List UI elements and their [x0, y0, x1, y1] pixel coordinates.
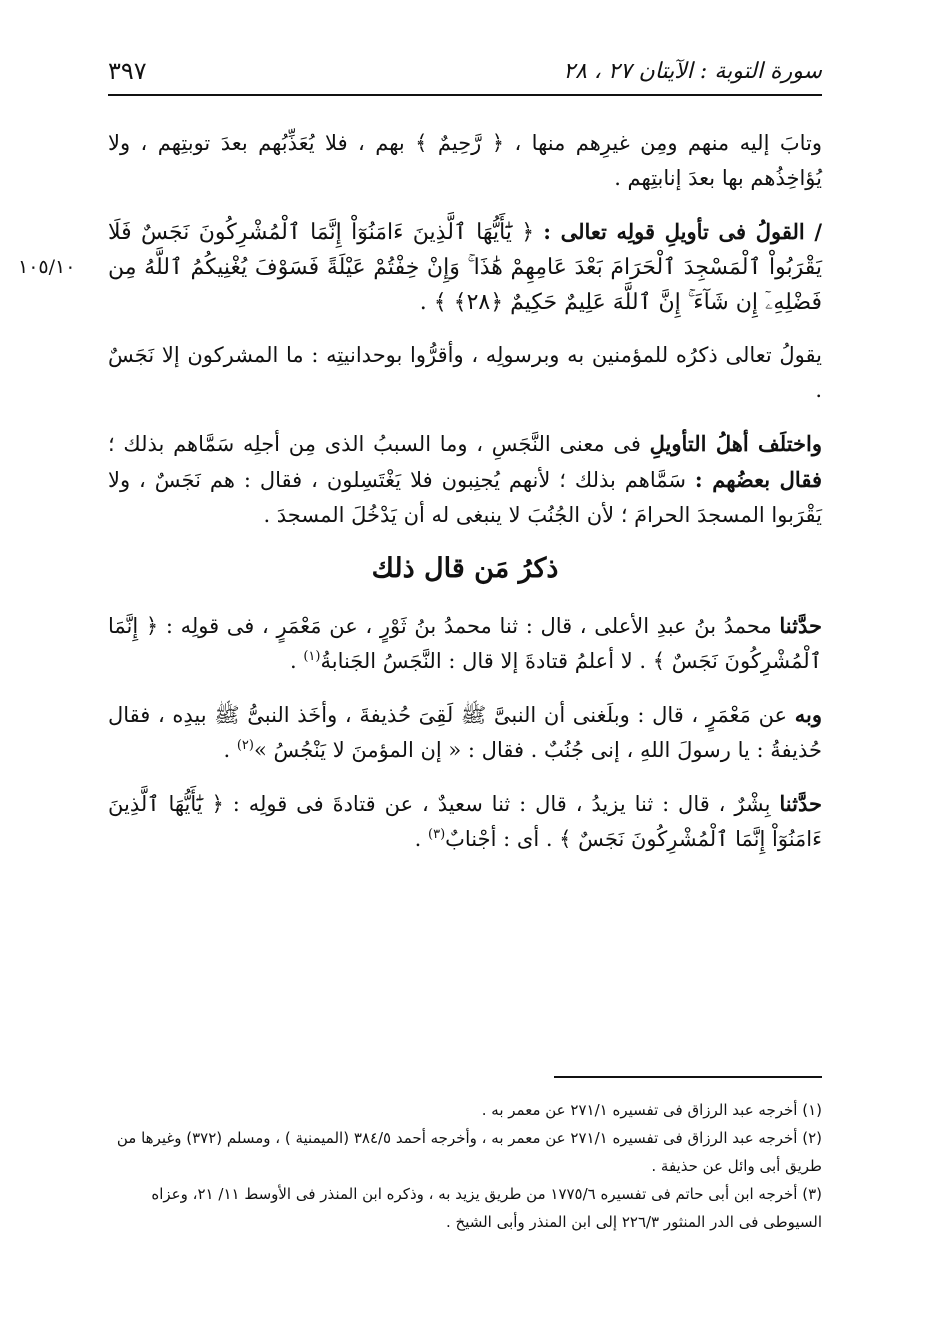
paragraph-text: عن مَعْمَرٍ ، قال : وبلَغنى أن النبىَّ ﷺ لَقِىَ حُذيفةَ ، وأخَذ النبىُّ ﷺ بيدِه ، فقال حُذيفةُ : يا رسولَ اللهِ ، إنى جُنُبٌ . فقال : « إن المؤمنَ لا يَنْجُسُ »	[108, 703, 822, 762]
paragraph-5: حدَّثنا محمدُ بنُ عبدِ الأعلى ، قال : ثنا محمدُ بنُ ثَوْرٍ ، عن مَعْمَرٍ ، فى قولِه : ﴿ إِنَّمَا ٱلْمُشْرِكُونَ نَجَسٌ ﴾ . لا أعلمُ قتادةَ إلا قال : النَّجَسُ الجَنابةُ$^{(١)}$ .	[108, 613, 822, 673]
paragraph-6: وبه عن مَعْمَرٍ ، قال : وبلَغنى أن النبىَّ ﷺ لَقِىَ حُذيفةَ ، وأخَذ النبىُّ ﷺ بيدِه ، فقال حُذيفةُ : يا رسولَ اللهِ ، إنى جُنُبٌ . فقال : « إن المؤمنَ لا يَنْجُسُ »$^{(٢)}$ .	[108, 702, 822, 762]
footnotes	[108, 1096, 822, 1236]
header-title: سورة التوبة : الآيتان ٢٧ ، ٢٨	[563, 58, 822, 84]
paragraph-4	[108, 426, 822, 533]
paragraph-7: حدَّثنا بِشْرٌ ، قال : ثنا يزيدُ ، قال : ثنا سعيدٌ ، عن قتادةَ فى قولِه : ﴿ يَٰٓأَيُّهَا ٱلَّذِينَ ءَامَنُوٓاْ إِنَّمَا ٱلْمُشْرِكُونَ نَجَسٌ ﴾ . أى : أجْنابٌ$^{(٣)}$ .	[108, 791, 822, 851]
margin-reference: ١٠٥/١٠	[18, 256, 76, 278]
paragraph-3: يقولُ تعالى ذكرُه للمؤمنين به وبرسولِه ، وأقرُّوا بوحدانيتِه : ما المشركون إلا نَجَسٌ .	[108, 343, 822, 402]
page-number: ٣٩٧	[108, 57, 147, 85]
bold-lead: واختلَف أهلُ التأويلِ	[649, 431, 822, 456]
footnote-ref-2: (٢)	[236, 738, 254, 753]
quran-verse: ﴿ يَٰٓأَيُّهَا ٱلَّذِينَ ءَامَنُوٓاْ إِنَّمَا ٱلْمُشْرِكُونَ نَجَسٌ فَلَا يَقْرَبُواْ ٱلْمَسْجِدَ ٱلْحَرَامَ بَعْدَ عَامِهِمْ هَٰذَا ۚ وَإِنْ خِفْتُمْ عَيْلَةً فَسَوْفَ يُغْنِيكُمُ ٱللَّهُ مِن فَضْلِهِۦٓ إِن شَآءَ ۚ إِنَّ ٱللَّهَ عَلِيمٌ حَكِيمٌ ﴿٢٨﴾ ﴾ .	[108, 220, 822, 315]
footnote-divider	[554, 1076, 822, 1078]
footnote-2: (٢) أخرجه عبد الرزاق فى تفسيره ٢٧١/١ عن معمر به ، وأخرجه أحمد ٣٨٤/٥ (الميمنية ) ، ومسلم (٣٧٢) وغيرها من طريق أبى وائل عن حذيفة .	[116, 1129, 822, 1175]
paragraph-text: فى معنى النَّجَسِ ، وما السببُ الذى مِن أجلِه سَمَّاهم بذلك ؛	[108, 432, 641, 456]
bold-lead: حدَّثنا	[779, 791, 822, 816]
bold-lead-2: فقال بعضُهم :	[694, 467, 822, 492]
tafsir-heading: / القولُ فى تأويلِ قولِه تعالى :	[543, 219, 822, 244]
paragraph-text: بِشْرٌ ، قال : ثنا يزيدُ ، قال : ثنا سعيدٌ ، عن قتادةَ فى قولِه : ﴿ يَٰٓأَيُّهَا ٱلَّذِينَ ءَامَنُوٓاْ إِنَّمَا ٱلْمُشْرِكُونَ نَجَسٌ ﴾ . أى : أجْنابٌ	[108, 792, 822, 851]
footnote-1: (١) أخرجه عبد الرزاق فى تفسيره ٢٧١/١ عن معمر به .	[481, 1101, 822, 1119]
bold-lead: وبه	[794, 702, 822, 727]
footnote-ref-3: (٣)	[428, 827, 446, 842]
footnote-ref-1: (١)	[303, 649, 321, 664]
section-title: ذكرُ مَن قال ذلك	[371, 553, 559, 584]
paragraph-text-2: سَمَّاهم بذلك ؛ لأنهم يُجنِبون فلا يَغْتَسِلون ، فقال : هم نَجَسٌ ، ولا يَقْرَبوا المسجدَ الحرامَ ؛ لأن الجُنُبَ لا ينبغى له أن يَدْخُلَ المسجدَ .	[108, 468, 822, 527]
running-header	[108, 48, 822, 96]
bold-lead: حدَّثنا	[779, 613, 822, 638]
main-text	[108, 126, 822, 875]
paragraph-2	[108, 214, 822, 320]
paragraph-text: محمدُ بنُ عبدِ الأعلى ، قال : ثنا محمدُ بنُ ثَوْرٍ ، عن مَعْمَرٍ ، فى قولِه : ﴿ إِنَّمَا ٱلْمُشْرِكُونَ نَجَسٌ ﴾ . لا أعلمُ قتادةَ إلا قال : النَّجَسُ الجَنابةُ	[108, 614, 822, 673]
paragraph-1: وتابَ إليه منهم ومِن غيرِهم منها ، ﴿ رَّحِيمٌ ﴾ بهم ، فلا يُعَذِّبُهم بعدَ توبتِهم ، ولا يُؤاخِذُهم بها بعدَ إنابتِهم .	[108, 131, 822, 190]
footnote-3: (٣) أخرجه ابن أبى حاتم فى تفسيره ١٧٧٥/٦ من طريق يزيد به ، وذكره ابن المنذر فى الأوسط ١١/ ٢١، وعزاه السيوطى فى الدر المنثور ٢٢٦/٣ إلى ابن المنذر وأبى الشيخ .	[151, 1185, 822, 1231]
